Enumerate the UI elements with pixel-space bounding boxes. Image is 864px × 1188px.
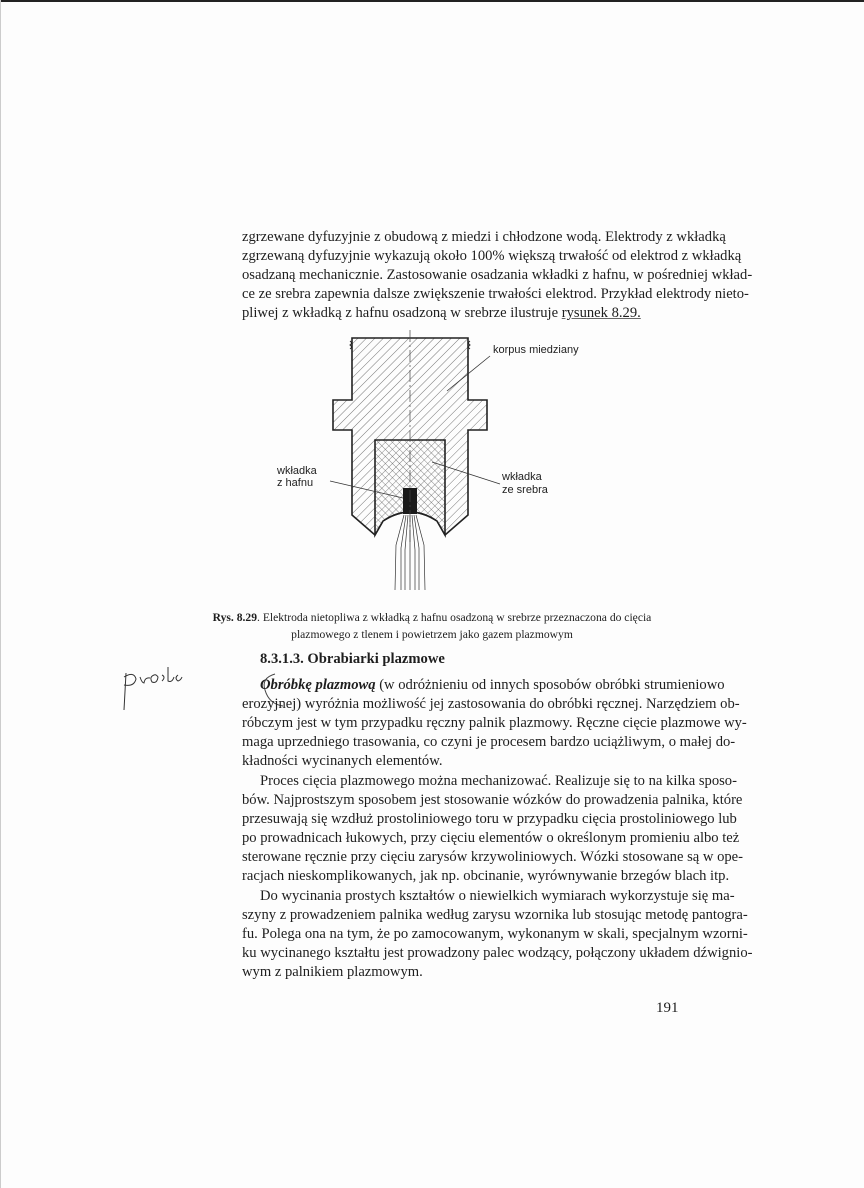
text-fragment: pliwej z wkładką z hafnu osadzoną w srebrze ilustruje bbox=[242, 305, 562, 321]
text-line: przesuwają się wzdłuż prostoliniowego toru w przypadku cięcia prostoliniowego lub bbox=[242, 811, 737, 827]
label-silver-insert-2: ze srebra bbox=[502, 484, 548, 496]
text-line: sterowane ręcznie przy cięciu zarysów krzywoliniowych. Wózki stosowane są w ope- bbox=[242, 849, 744, 865]
text-line: racjach nieskomplikowanych, jak np. obcinanie, wyrównywanie brzegów blach itp. bbox=[242, 868, 730, 884]
figure-reference-link[interactable]: rysunek 8.29. bbox=[561, 305, 641, 321]
figure-caption-line2: plazmowego z tlenem i powietrzem jako gazem plazmowym bbox=[291, 628, 573, 641]
page-number: 191 bbox=[656, 1000, 679, 1016]
text-line: szyny z prowadzeniem palnika według zarysu wzornika lub stosując metodę pantogra- bbox=[242, 907, 748, 923]
text-fragment: (w odróżnieniu od innych sposobów obróbki strumieniowo bbox=[375, 677, 725, 693]
text-line: zgrzewaną dyfuzyjnie wykazują około 100% większą trwałość od elektrod z wkładką bbox=[242, 248, 742, 264]
text-line: ku wycinanego kształtu jest prowadzony palec wodzący, połączony układem dźwignio- bbox=[242, 945, 753, 961]
figure-caption bbox=[190, 609, 674, 626]
caption-label: Rys. 8.29 bbox=[212, 611, 258, 624]
text-line: erozyjnej) wyróżnia możliwość jej zastosowania do obróbki ręcznej. Narzędziem ob- bbox=[242, 696, 740, 712]
emphasis-term: Obróbkę plazmową bbox=[260, 677, 376, 693]
text-line: ce ze srebra zapewnia dalsze zwiększenie trwałości elektrod. Przykład elektrody nieto- bbox=[242, 286, 749, 302]
text-line bbox=[260, 676, 725, 695]
text-line: Do wycinania prostych kształtów o niewielkich wymiarach wykorzystuje się ma- bbox=[260, 888, 735, 904]
section-heading: 8.3.1.3. Obrabiarki plazmowe bbox=[260, 651, 445, 667]
text-line: kładności wycinanych elementów. bbox=[242, 753, 443, 769]
text-line: bów. Najprostszym sposobem jest stosowanie wózków do prowadzenia palnika, które bbox=[242, 792, 743, 808]
label-hafnium-insert-2: z hafnu bbox=[277, 477, 314, 489]
text-line: wym z palnikiem plazmowym. bbox=[242, 964, 423, 980]
plasma-jet bbox=[395, 515, 425, 590]
text-line: osadzaną mechanicznie. Zastosowanie osadzania wkładki z hafnu, w pośredniej wkład- bbox=[242, 267, 753, 283]
text-line: po prowadnicach łukowych, przy cięciu elementów o określonym promieniu albo też bbox=[242, 830, 740, 846]
text-line: Proces cięcia plazmowego można mechanizować. Realizuje się to na kilka sposo- bbox=[260, 773, 737, 789]
text-line: róbczym jest w tym przypadku ręczny palnik plazmowy. Ręczne cięcie plazmowe wy- bbox=[242, 715, 747, 731]
label-copper-body: korpus miedziany bbox=[493, 344, 579, 356]
text-line: fu. Polega ona na tym, że po zamocowanym, wykonanym w skali, specjalnym wzorni- bbox=[242, 926, 748, 942]
label-silver-insert-1: wkładka bbox=[502, 471, 542, 483]
caption-text: . Elektroda nietopliwa z wkładką z hafnu osadzoną w srebrze przeznaczona do cięcia bbox=[257, 611, 652, 624]
label-hafnium-insert-1: wkładka bbox=[277, 465, 317, 477]
text-line: zgrzewane dyfuzyjnie z obudową z miedzi i chłodzone wodą. Elektrody z wkładką bbox=[242, 229, 726, 245]
handwritten-note bbox=[118, 665, 198, 715]
text-line: maga uprzedniego trasowania, co czyni je procesem bardzo uciążliwym, o małej do- bbox=[242, 734, 736, 750]
